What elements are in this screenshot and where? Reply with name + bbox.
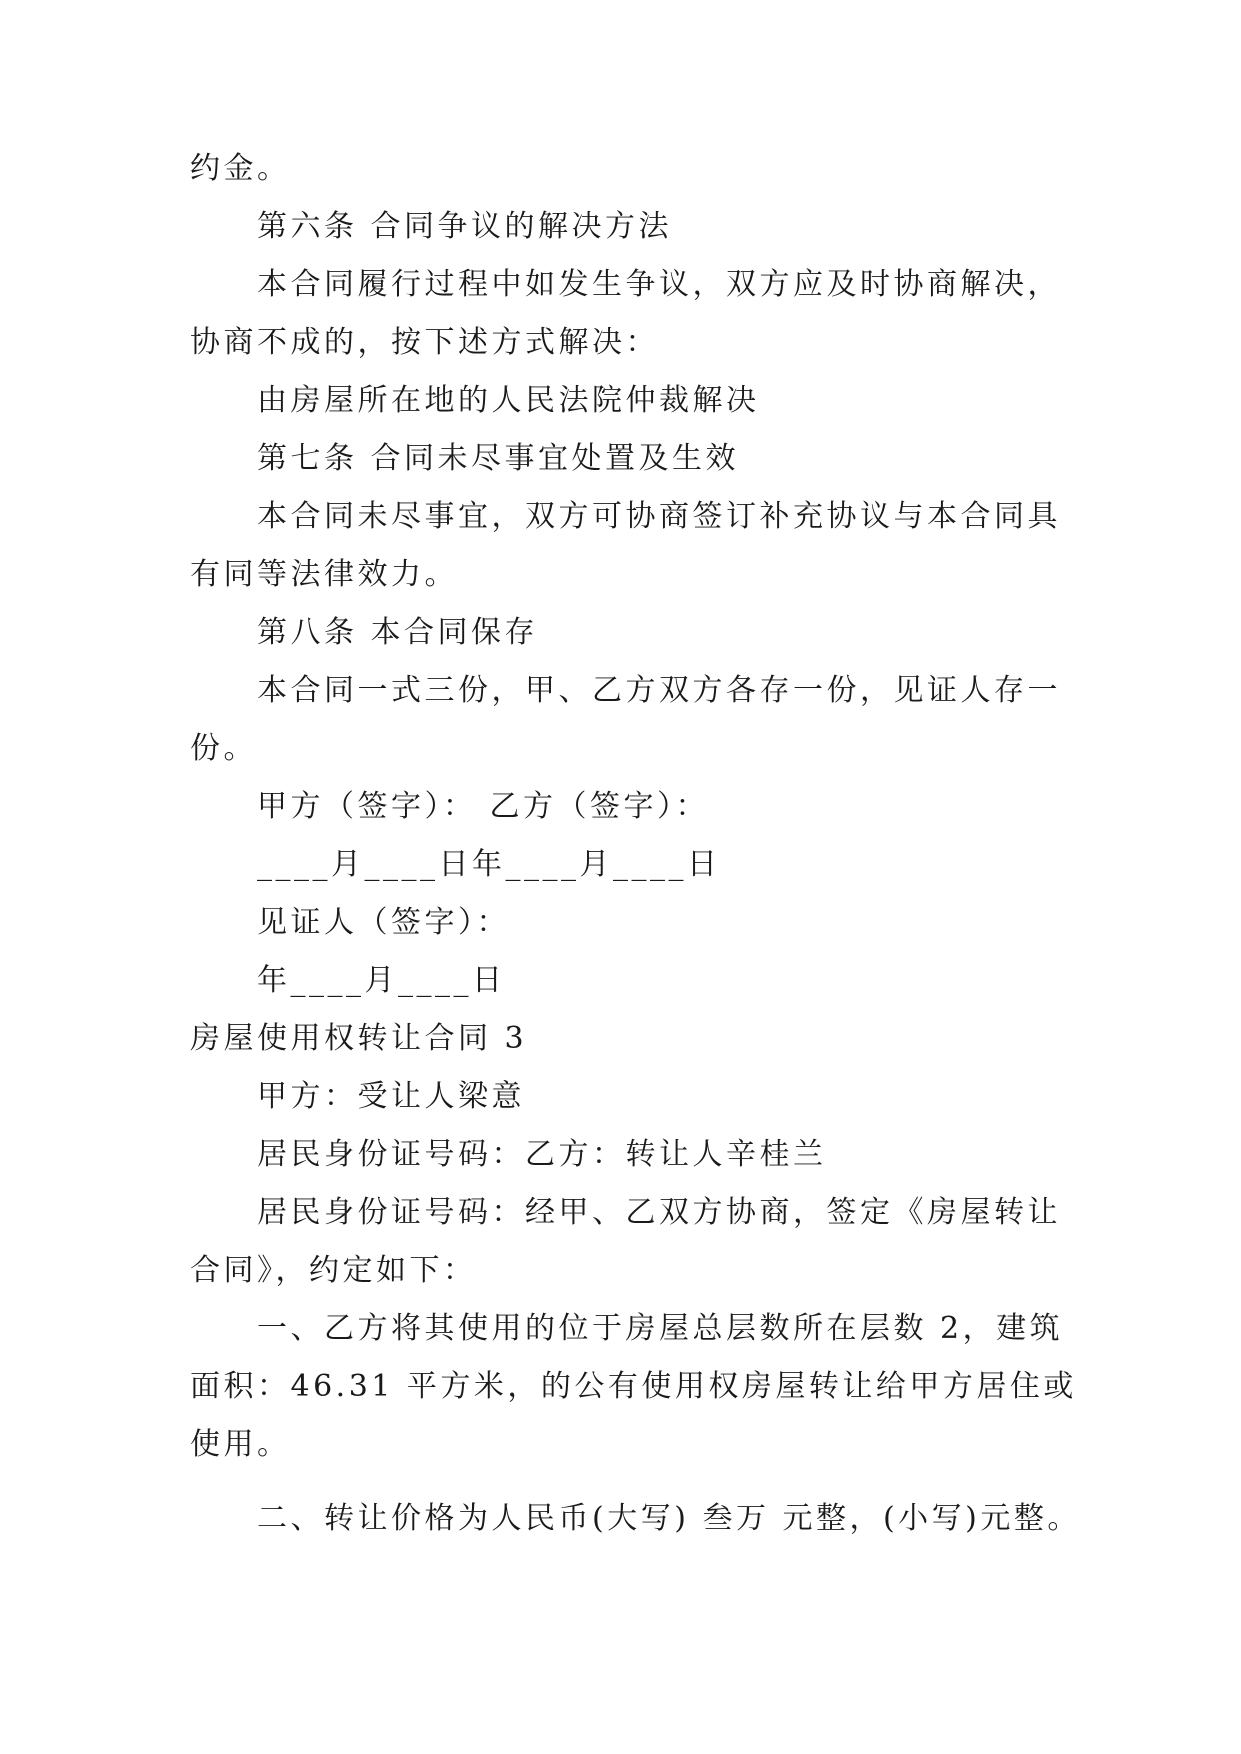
signature-line: 见证人（签字）： (257, 905, 510, 940)
text-line: 有同等法律效力。 (190, 557, 458, 592)
text-line: 居民身份证号码：经甲、乙双方协商，签定《房屋转让 (257, 1195, 1061, 1230)
text-line: 合同》，约定如下： (190, 1253, 477, 1288)
signature-line: 甲方（签字）： 乙方（签字）： (257, 789, 710, 824)
text-line: 协商不成的，按下述方式解决： (190, 325, 659, 360)
section-heading: 第八条 本合同保存 (257, 615, 539, 650)
contract-title: 房屋使用权转让合同 3 (190, 1021, 528, 1056)
text-line: 面积：46.31 平方米，的公有使用权房屋转让给甲方居住或 (190, 1369, 1077, 1404)
text-line: 本合同履行过程中如发生争议，双方应及时协商解决， (257, 267, 1061, 302)
text-line: 一、乙方将其使用的位于房屋总层数所在层数 2，建筑 (257, 1311, 1064, 1346)
date-line: ____月____日年____月____日 (257, 847, 721, 882)
date-line: 年____月____日 (257, 963, 506, 998)
text-line: 居民身份证号码：乙方：转让人辛桂兰 (257, 1137, 827, 1172)
section-heading: 第六条 合同争议的解决方法 (257, 209, 673, 244)
text-line: 本合同一式三份，甲、乙方双方各存一份，见证人存一 (257, 673, 1061, 708)
text-line: 二、转让价格为人民币(大写) 叁万 元整，(小写)元整。 (257, 1501, 1081, 1536)
text-line: 使用。 (190, 1427, 291, 1462)
text-line: 本合同未尽事宜，双方可协商签订补充协议与本合同具 (257, 499, 1061, 534)
text-line: 约金。 (190, 151, 291, 186)
section-heading: 第七条 合同未尽事宜处置及生效 (257, 441, 740, 476)
text-line: 由房屋所在地的人民法院仲裁解决 (257, 383, 760, 418)
text-line: 甲方：受让人梁意 (257, 1079, 525, 1114)
text-line: 份。 (190, 731, 257, 766)
